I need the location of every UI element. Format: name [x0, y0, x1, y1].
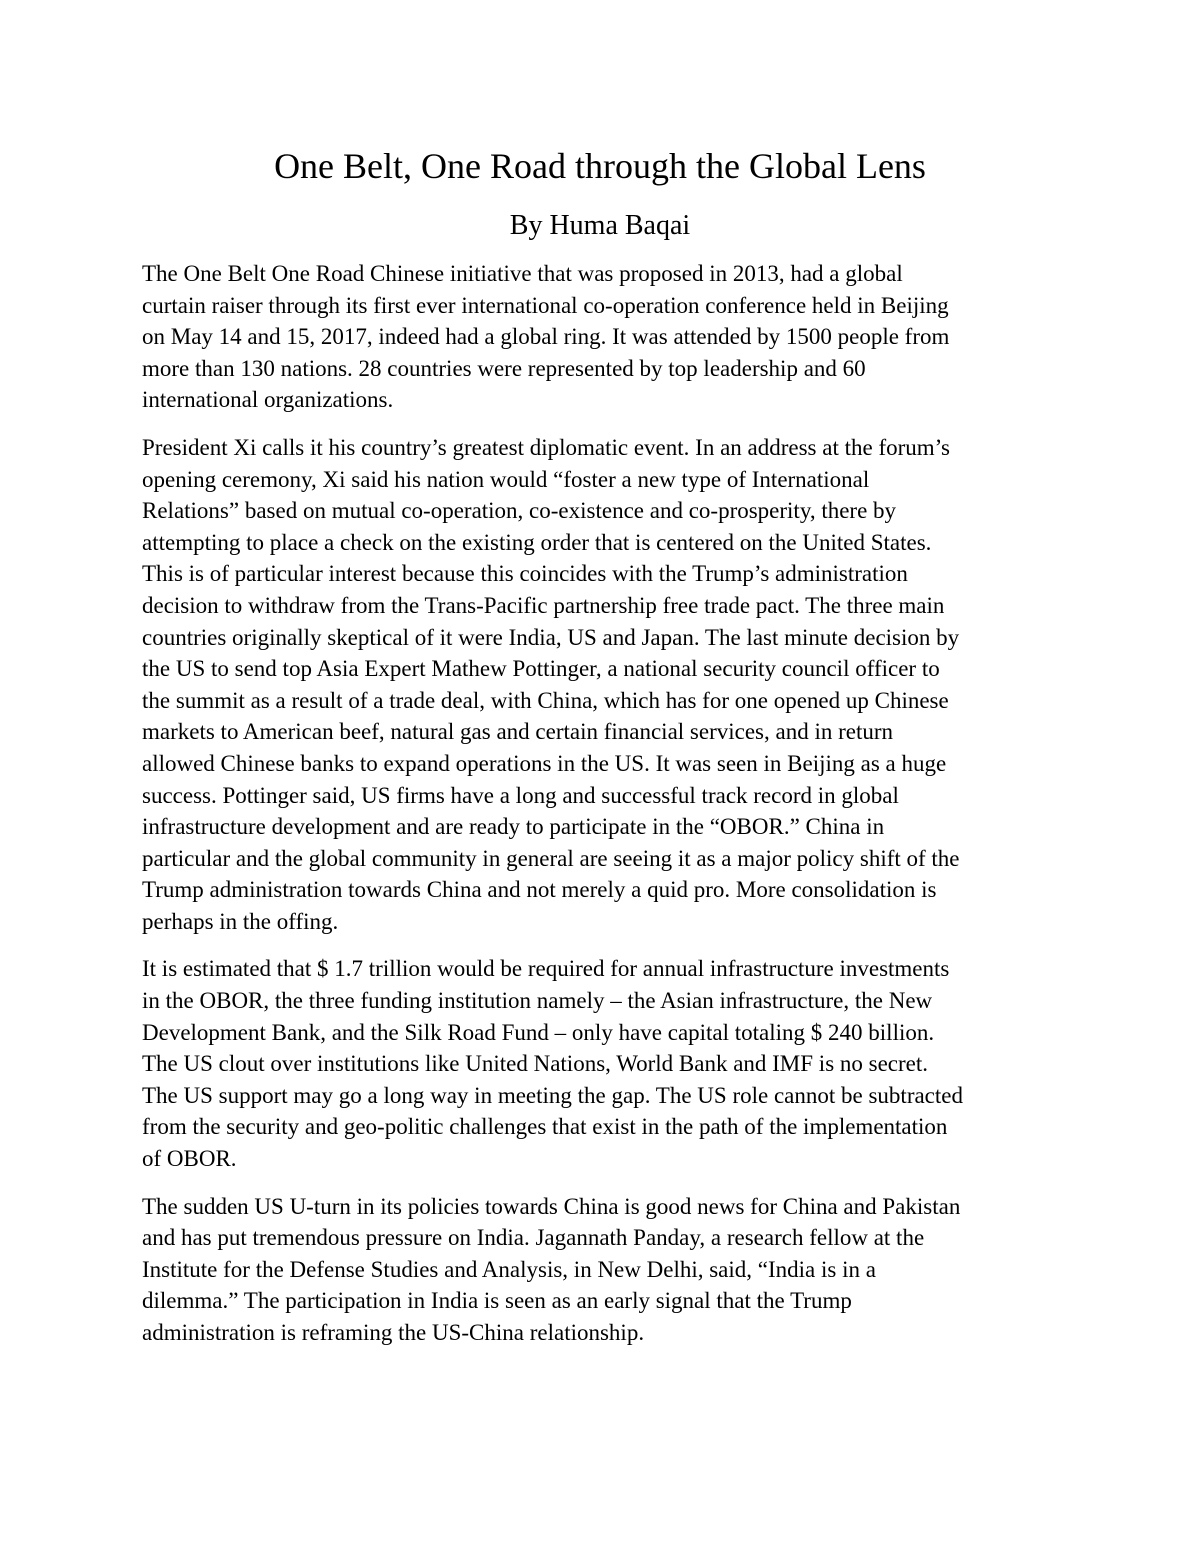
paragraph-line: success. Pottinger said, US firms have a long and successful track record in global — [142, 782, 899, 808]
paragraph-line: the summit as a result of a trade deal, with China, which has for one opened up Chinese — [142, 687, 949, 713]
paragraph-line: Relations” based on mutual co-operation, co-existence and co-prosperity, there by — [142, 498, 897, 524]
body-paragraph-3 — [142, 953, 1062, 1174]
paragraph-line: on May 14 and 15, 2017, indeed had a global ring. It was attended by 1500 people from — [142, 324, 950, 350]
paragraph-line: countries originally skeptical of it were India, US and Japan. The last minute decision by — [142, 624, 960, 650]
paragraph-line: The sudden US U-turn in its policies towards China is good news for China and Pakistan — [142, 1193, 961, 1219]
paragraph-line: markets to American beef, natural gas and certain financial services, and in return — [142, 719, 894, 745]
paragraph-line: infrastructure development and are ready to participate in the “OBOR.” China in — [142, 814, 885, 840]
paragraph-line: opening ceremony, Xi said his nation would “foster a new type of International — [142, 466, 870, 492]
paragraph-line: The One Belt One Road Chinese initiative that was proposed in 2013, had a global — [142, 261, 903, 286]
paragraph-line: more than 130 nations. 28 countries were represented by top leadership and 60 — [142, 355, 866, 381]
paragraph-line: President Xi calls it his country’s greatest diplomatic event. In an address at the forum’s — [142, 434, 950, 460]
author-byline: By Huma Baqai — [509, 210, 691, 241]
paragraph-line: Institute for the Defense Studies and Analysis, in New Delhi, said, “India is in a — [142, 1256, 876, 1282]
body-paragraph-2 — [142, 432, 1062, 938]
body-paragraph-1 — [142, 258, 1062, 416]
paragraph-line: The US support may go a long way in meeting the gap. The US role cannot be subtracted — [142, 1082, 963, 1108]
paragraph-line: Development Bank, and the Silk Road Fund – only have capital totaling $ 240 billion. — [142, 1019, 935, 1045]
paragraph-line: the US to send top Asia Expert Mathew Pottinger, a national security council officer to — [142, 656, 940, 682]
paragraph-line: dilemma.” The participation in India is seen as an early signal that the Trump — [142, 1288, 852, 1314]
paragraph-line: administration is reframing the US-China relationship. — [142, 1320, 645, 1345]
paragraph-line: attempting to place a check on the existing order that is centered on the United States. — [142, 529, 932, 555]
paragraph-line: This is of particular interest because this coincides with the Trump’s administration — [142, 561, 908, 587]
paragraph-line: allowed Chinese banks to expand operations in the US. It was seen in Beijing as a huge — [142, 750, 947, 776]
document-title: One Belt, One Road through the Global Lens — [274, 146, 926, 186]
paragraph-line: and has put tremendous pressure on India. Jagannath Panday, a research fellow at the — [142, 1225, 925, 1251]
paragraph-line: particular and the global community in general are seeing it as a major policy shift of the — [142, 845, 960, 871]
paragraph-line: in the OBOR, the three funding institution namely – the Asian infrastructure, the New — [142, 988, 933, 1014]
body-paragraph-4 — [142, 1191, 1062, 1349]
paragraph-line: international organizations. — [142, 387, 394, 413]
paragraph-line: perhaps in the offing. — [142, 908, 339, 934]
paragraph-line: from the security and geo-politic challenges that exist in the path of the implementation — [142, 1114, 948, 1140]
paragraph-line: The US clout over institutions like United Nations, World Bank and IMF is no secret. — [142, 1051, 929, 1077]
paragraph-line: decision to withdraw from the Trans-Pacific partnership free trade pact. The three main — [142, 592, 945, 618]
paragraph-line: curtain raiser through its first ever international co-operation conference held in Beijing — [142, 292, 949, 318]
paragraph-line: of OBOR. — [142, 1146, 237, 1172]
paragraph-line: It is estimated that $ 1.7 trillion would be required for annual infrastructure investments — [142, 956, 950, 982]
article-body — [142, 258, 1062, 1365]
paragraph-line: Trump administration towards China and not merely a quid pro. More consolidation is — [142, 877, 937, 903]
